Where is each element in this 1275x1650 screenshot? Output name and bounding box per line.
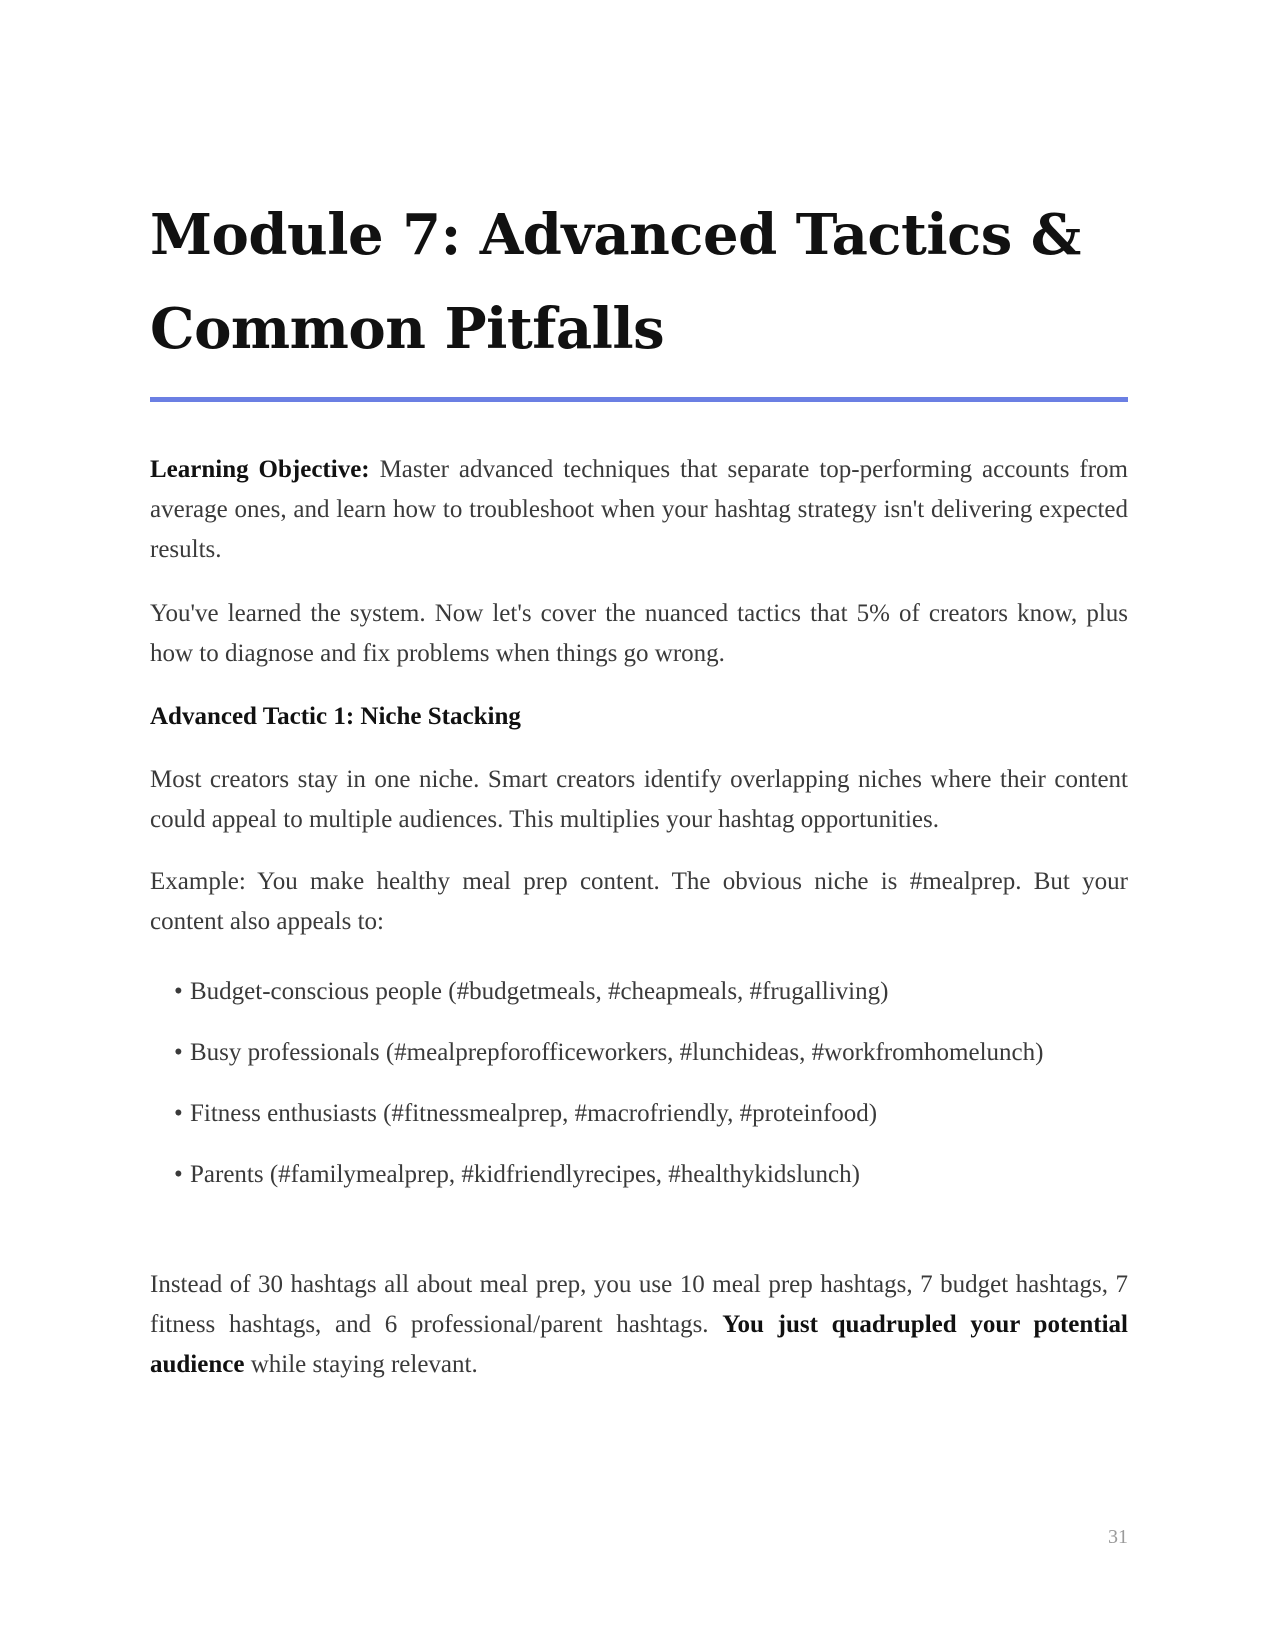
learning-objective-label: Learning Objective: — [150, 456, 370, 483]
list-item — [174, 970, 1074, 1014]
audience-item-text: Budget-conscious people (#budgetmeals, #cheapmeals, #frugalliving) — [190, 978, 889, 1005]
bullet-icon: • — [174, 1039, 183, 1066]
list-item — [174, 1031, 1074, 1075]
page-number: 31 — [1108, 1526, 1128, 1548]
summary-paragraph — [150, 1265, 1128, 1385]
module-title: Module 7: Advanced Tactics & Common Pitfalls — [150, 202, 1081, 362]
learning-objective-paragraph — [150, 450, 1128, 570]
bullet-icon: • — [174, 978, 183, 1005]
example-paragraph: Example: You make healthy meal prep content. The obvious niche is #mealprep. But your content also appeals to: — [150, 868, 1128, 935]
summary-text: Instead of 30 hashtags all about meal prep, you use 10 meal prep hashtags, 7 budget hashtags, 7 fitness hashtags, and 6 professional/parent hashtags. — [150, 1271, 1128, 1338]
audience-list — [174, 970, 1074, 1214]
tactic-1-heading: Advanced Tactic 1: Niche Stacking — [150, 703, 521, 730]
learning-objective-text: Master advanced techniques that separate top-performing accounts from average ones, and learn how to troubleshoot when your hashtag strategy isn't delivering expected results. — [150, 456, 1128, 563]
niche-stacking-paragraph: Most creators stay in one niche. Smart creators identify overlapping niches where their content could appeal to multiple audiences. This multiplies your hashtag opportunities. — [150, 766, 1128, 833]
audience-item-text: Parents (#familymealprep, #kidfriendlyrecipes, #healthykidslunch) — [190, 1161, 860, 1188]
audience-item-text: Busy professionals (#mealprepforofficeworkers, #lunchideas, #workfromhomelunch) — [190, 1039, 1044, 1066]
summary-end-text: while staying relevant. — [250, 1351, 478, 1378]
bullet-icon: • — [174, 1161, 183, 1188]
title-divider — [150, 397, 1128, 402]
list-item — [174, 1153, 1074, 1197]
intro-paragraph: You've learned the system. Now let's cover the nuanced tactics that 5% of creators know, plus how to diagnose and fix problems when things go wrong. — [150, 600, 1128, 667]
summary-bold-text: You just quadrupled your potential audience — [150, 1311, 1128, 1378]
bullet-icon: • — [174, 1100, 183, 1127]
audience-item-text: Fitness enthusiasts (#fitnessmealprep, #macrofriendly, #proteinfood) — [190, 1100, 878, 1127]
list-item — [174, 1092, 1074, 1136]
